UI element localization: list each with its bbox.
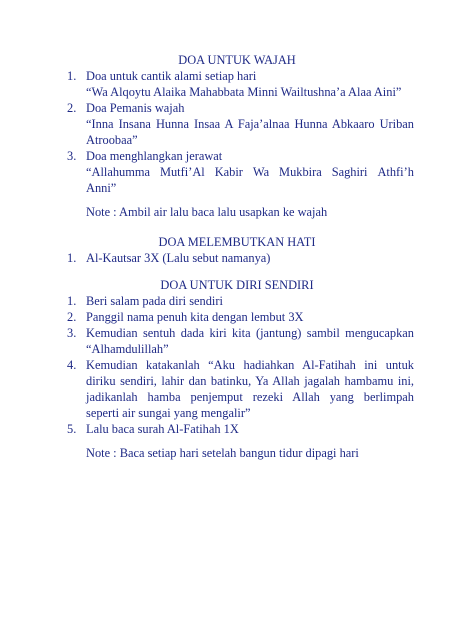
list-item-text: Lalu baca surah Al-Fatihah 1X <box>86 422 239 436</box>
list-number: 1. <box>67 69 77 83</box>
list-number: 3. <box>67 326 77 340</box>
list-item-text: Al-Kautsar 3X (Lalu sebut namanya) <box>86 251 271 265</box>
list-item-text: Kemudian katakanlah “Aku hadiahkan Al-Fatihah ini untuk <box>86 358 414 372</box>
justified-prayer-line <box>86 164 414 180</box>
list-number: 5. <box>67 422 77 436</box>
section-title-hati: DOA MELEMBUTKAN HATI <box>158 235 316 249</box>
list-number: 3. <box>67 149 77 163</box>
prayer-word: “Allahumma <box>86 165 150 179</box>
list-item-text: “Inna Insana Hunna Insaa A Faja’alnaa Hunna Abkaaro Uriban <box>86 117 414 131</box>
prayer-word: Saghiri <box>331 165 368 179</box>
section-title-diri: DOA UNTUK DIRI SENDIRI <box>160 278 314 292</box>
list-item-text: diriku sendiri, lahir dan batinku, Ya Allah jagalah hambamu ini, <box>86 374 414 388</box>
list-item-text: Kemudian sentuh dada kiri kita (jantung) sambil mengucapkan <box>86 326 414 340</box>
list-number: 1. <box>67 251 77 265</box>
note-wajah: Note : Ambil air lalu baca lalu usapkan ke wajah <box>86 205 328 219</box>
section-title-wajah: DOA UNTUK WAJAH <box>178 53 296 67</box>
prayer-word: Mukbira <box>279 165 322 179</box>
list-item-text: “Wa Alqoytu Alaika Mahabbata Minni Wailtushna’a Alaa Aini” <box>86 85 402 99</box>
list-item-text: “Alhamdulillah” <box>86 342 169 356</box>
list-item-text: Doa Pemanis wajah <box>86 101 185 115</box>
prayer-word: Athfi’h <box>377 165 414 179</box>
prayer-word: Kabir <box>214 165 243 179</box>
list-item-text: jadikanlah hamba penjemput rezeki Allah yang berlimpah <box>86 390 414 404</box>
note-diri: Note : Baca setiap hari setelah bangun tidur dipagi hari <box>86 446 359 460</box>
list-item-text: Panggil nama penuh kita dengan lembut 3X <box>86 310 304 324</box>
prayer-word: Wa <box>252 165 270 179</box>
list-item-text: Anni” <box>86 181 117 195</box>
list-number: 4. <box>67 358 77 372</box>
list-item-text: Doa untuk cantik alami setiap hari <box>86 69 257 83</box>
list-item-text: Atroobaa” <box>86 133 138 147</box>
list-number: 1. <box>67 294 77 308</box>
prayer-word: Mutfi’Al <box>159 165 205 179</box>
list-item-text: Doa menghlangkan jerawat <box>86 149 223 163</box>
list-number: 2. <box>67 310 77 324</box>
list-item-text: Beri salam pada diri sendiri <box>86 294 223 308</box>
list-number: 2. <box>67 101 77 115</box>
list-item-text: seperti air sungai yang mengalir” <box>86 406 251 420</box>
